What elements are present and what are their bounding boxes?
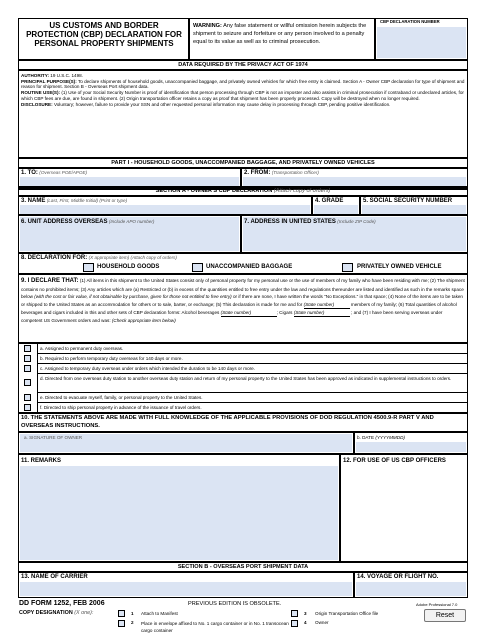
- disclosure-text: Voluntary; however, failure to provide your SSN and other requested personal information may cause delay in processing through CBP, pending positive identification.: [53, 101, 391, 107]
- name-field[interactable]: [20, 205, 310, 214]
- members-text: members of my family;: [350, 301, 398, 307]
- pov-label: PRIVATELY OWNED VEHICLE: [357, 264, 442, 270]
- name-hint: (Last, First, Middle Initial) (Print or type): [46, 198, 128, 203]
- declaration-for-label-wrap: [21, 255, 177, 262]
- state-number-hint-2: (State number): [220, 309, 252, 315]
- ub-checkbox[interactable]: [192, 263, 203, 272]
- disclosure-line: [21, 102, 465, 108]
- declare-text: 9. I DECLARE THAT: (1) All items in this shipment to the United States consist only of personal property for my personal use or the use of members of my family who have been residing with me; (2) The shipment contains no prohibited items; (3) Any articles which are (a) Restricted or (b) in excess of the quantities entitled to free entry under the law and regulations thereunder are listed and identified as such in the remarks space below (with the cost or fair value, if not obtainable by purchase, given for those not entitled to free entry) or if there are none, I have written the words "No Exceptions." in that space; (4) None of the items are to be taken or shipped to the United States as an accommodation for others or to sale, barter, or exchange; (5) This declaration is made for me and for (State number) members of my family; (6) Total quantities of alcohol beverages and cigars included in this and other sets of CBP declaration forms: Alcohol beverages (State number) ; Cigars (State number) ; and (7) I have been serving overseas under competent US Government orders and was: (Check appropriate item below): [21, 278, 465, 323]
- reason-f-checkbox[interactable]: [24, 404, 31, 411]
- declare-label: 9. I DECLARE THAT:: [21, 278, 79, 284]
- from-label: 2. FROM:: [244, 170, 271, 176]
- reason-d-rule: [37, 392, 468, 393]
- state-number-hint-1: (State number): [303, 301, 335, 307]
- warning-label: WARNING:: [193, 23, 222, 29]
- purpose-text: To declare shipments of household goods, unaccompanied baggage, and privately owned vehicles for which free entry is claimed. Section A - Owner CBP declaration for type of shipment and reason for shipment. Section B - Overseas Port shipment data.: [21, 78, 465, 90]
- obsolete-note: PREVIOUS EDITION IS OBSOLETE.: [188, 601, 282, 607]
- reason-a-rule: [37, 353, 468, 354]
- remarks-field[interactable]: [20, 466, 338, 560]
- copy-2-number: 2: [131, 620, 134, 625]
- sectionA-title: SECTION A - OWNER'S CBP DECLARATION: [155, 188, 273, 194]
- ssn-label: 5. SOCIAL SECURITY NUMBER: [363, 198, 453, 204]
- reason-e-rule: [37, 402, 468, 403]
- unit-label: 6. UNIT ADDRESS OVERSEAS: [21, 219, 108, 225]
- hhg-checkbox[interactable]: [83, 263, 94, 272]
- copy-1-checkbox[interactable]: [118, 610, 125, 617]
- ssn-field[interactable]: [362, 205, 466, 214]
- date-hint: (YYYYMMDD): [375, 435, 405, 440]
- authority-text: 19 U.S.C. 1498.: [50, 73, 83, 78]
- authority-label: AUTHORITY:: [21, 73, 49, 78]
- reason-d-text: d. Directed from one overseas duty station to another overseas duty station and return of my personal property to the United States has been approved as indicated in supplemental instructions to orders.: [40, 376, 452, 381]
- family-count-field[interactable]: [304, 301, 350, 309]
- name-label-wrap: [21, 198, 127, 205]
- sectionB-title: SECTION B - OVERSEAS PORT SHIPMENT DATA: [177, 564, 309, 570]
- date-label: b. DATE: [357, 435, 375, 440]
- copy-2-label: Place in envelope affixed to No. 1 cargo container or in No. 1 transocean cargo container: [141, 621, 289, 634]
- from-label-wrap: [244, 170, 319, 177]
- copy-designation-hint: (X one):: [74, 610, 94, 616]
- purpose-line: [21, 79, 465, 90]
- reason-e-checkbox[interactable]: [24, 394, 31, 401]
- routine-label: ROUTINE USE(S):: [21, 90, 61, 96]
- sectionA-title-wrap: [18, 188, 468, 194]
- cigars-label: Cigars: [279, 309, 293, 315]
- pov-checkbox[interactable]: [342, 263, 353, 272]
- adobe-note: Adobe Professional 7.0: [416, 602, 458, 607]
- declare-text-1: (1) All items in this shipment to the United States consist only of personal property for my personal use or the use of members of my family who have been residing with me; (2) The shipment contains no prohibited items; (3) Any articles which are (a) Restricted or (b) in excess of the quantities entitled to free entry under the law and regulations thereunder are listed and identified as such in the remarks space below: [21, 278, 465, 300]
- routine-line: [21, 90, 465, 101]
- us-address-label: 7. ADDRESS IN UNITED STATES: [244, 219, 336, 225]
- form-title: US CUSTOMS AND BORDER PROTECTION (CBP) DECLARATION FOR PERSONAL PROPERTY SHIPMENTS: [26, 21, 182, 48]
- declare-text-4-hint: (Check appropriate item below): [111, 317, 176, 323]
- us-address-hint: (Include ZIP Code): [337, 219, 376, 224]
- reason-b-checkbox[interactable]: [24, 355, 31, 362]
- reason-e-text: e. Directed to evacuate myself, family, or personal property to the United States.: [40, 395, 203, 400]
- cbp-use-label: 12. FOR USE OF US CBP OFFICERS: [343, 458, 446, 464]
- reason-b-rule: [37, 363, 468, 364]
- voyage-field[interactable]: [356, 582, 466, 596]
- to-hint: (Overseas POE/APOE): [39, 170, 88, 175]
- reason-c-rule: [37, 373, 468, 374]
- declaration-for-hint: (X appropriate item) (Attach copy of orders): [88, 255, 177, 260]
- copy-1-label: Attach to Manifest: [141, 611, 178, 616]
- declaration-for-label: 8. DECLARATION FOR:: [21, 255, 88, 261]
- purpose-label: PRINCIPAL PURPOSE(S):: [21, 78, 77, 84]
- warning-text: [193, 22, 373, 46]
- copy-4-number: 4: [304, 620, 307, 625]
- declare-text-4: ; and (7) I have been serving overseas under competent US Government orders and was:: [21, 309, 443, 323]
- copy-designation-label: COPY DESIGNATION: [19, 610, 73, 616]
- unit-label-wrap: [21, 219, 154, 226]
- copy-3-label: Origin Transportation Office file: [315, 611, 379, 616]
- cbp-use-box: [340, 454, 468, 562]
- reason-c-text: c. Assigned to temporary duty overseas under orders which intended the duration to be 140 days or more.: [40, 366, 256, 371]
- ub-label: UNACCOMPANIED BAGGAGE: [206, 264, 293, 270]
- from-hint: (Transportation Officer): [271, 170, 319, 175]
- date-label-wrap: [357, 435, 405, 440]
- disclosure-label: DISCLOSURE:: [21, 101, 53, 107]
- declare-text-1-italic: (with the cost or fair value, if not obtainable by purchase, given for those not entitled to free entry): [34, 294, 232, 300]
- reset-button[interactable]: Reset: [424, 609, 466, 622]
- reason-f-text: f. Directed to ship personal property in advance of the issuance of travel orders.: [40, 405, 202, 410]
- reason-a-text: a. Assigned to permanent duty overseas.: [40, 346, 124, 351]
- copy-1-number: 1: [131, 611, 134, 616]
- reason-d-checkbox[interactable]: [24, 379, 31, 386]
- copy-designation-wrap: [19, 610, 93, 616]
- reason-c-checkbox[interactable]: [24, 365, 31, 372]
- reason-b-text: b. Required to perform temporary duty overseas for 140 days or more.: [40, 356, 183, 361]
- form-id: DD FORM 1252, FEB 2006: [19, 600, 105, 607]
- carrier-field[interactable]: [20, 582, 352, 596]
- carrier-label: 13. NAME OF CARRIER: [21, 574, 88, 580]
- statements-title: 10. THE STATEMENTS ABOVE ARE MADE WITH FULL KNOWLEDGE OF THE APPLICABLE PROVISIONS OF DOD REGULATION 4500.9-R PART V AND OVERSEAS INSTRUCTIONS.: [21, 415, 434, 429]
- routine-text: (1) Use of your Social Security Number is proof of identification that person processing through CBP is not an imposter and also assists in criminal prosecution if contraband or undeclared articles, for which CBP fees are due, are found in shipment. (2) Origin transportation officer retains a copy as proof that shipment has been properly processed. Copy will be destroyed when no longer required.: [21, 90, 464, 101]
- declare-text-3: (6) Total quantities of alcohol beverages and cigars included in this and other sets of CBP declaration forms: Alcohol beverages: [21, 301, 457, 315]
- hhg-label: HOUSEHOLD GOODS: [97, 264, 160, 270]
- copy-3-number: 3: [304, 611, 307, 616]
- us-address-label-wrap: [244, 219, 376, 226]
- unit-hint: (Include APO number): [108, 219, 155, 224]
- grade-field[interactable]: [314, 205, 358, 214]
- signature-label: a. SIGNATURE OF OWNER: [24, 435, 83, 440]
- cbp-number-field[interactable]: [377, 27, 466, 58]
- copy-4-checkbox[interactable]: [291, 620, 298, 627]
- warning-body: Any false statement or willful omission herein subjects the shipment to seizure and forfeiture or any person involved to a penalty equal to its value as well as to criminal prosecution.: [193, 23, 367, 46]
- declare-text-2: or if there are none, I have written the words "No Exceptions." in that space; (4) None of the items are to be taken or shipped to the United States as an accommodation for others or to sale, barter, or exchange; (5) This declaration is made for me and for: [21, 294, 463, 307]
- part1-title: PART I - HOUSEHOLD GOODS, UNACCOMPANIED BAGGAGE, AND PRIVATELY OWNED VEHICLES: [111, 160, 375, 166]
- privacy-body: [21, 73, 465, 107]
- to-label-wrap: [21, 170, 87, 177]
- voyage-label: 14. VOYAGE OR FLIGHT NO.: [357, 574, 439, 580]
- state-number-hint-3: (State number): [293, 309, 325, 315]
- alcohol-count-field[interactable]: [221, 309, 277, 317]
- cbp-number-label: CBP DECLARATION NUMBER: [380, 19, 440, 24]
- copy-3-checkbox[interactable]: [291, 610, 298, 617]
- sectionA-title-hint: (Attach copy of orders): [273, 188, 331, 194]
- date-field[interactable]: [356, 442, 466, 452]
- name-label: 3. NAME: [21, 198, 46, 204]
- cigars-count-field[interactable]: [294, 309, 350, 317]
- to-label: 1. TO:: [21, 170, 38, 176]
- remarks-label: 11. REMARKS: [21, 458, 62, 464]
- reason-a-checkbox[interactable]: [24, 345, 31, 352]
- grade-label: 4. GRADE: [315, 198, 344, 204]
- privacy-title: DATA REQUIRED BY THE PRIVACY ACT OF 1974: [178, 62, 308, 68]
- copy-2-checkbox[interactable]: [118, 620, 125, 627]
- copy-4-label: Owner: [315, 620, 329, 625]
